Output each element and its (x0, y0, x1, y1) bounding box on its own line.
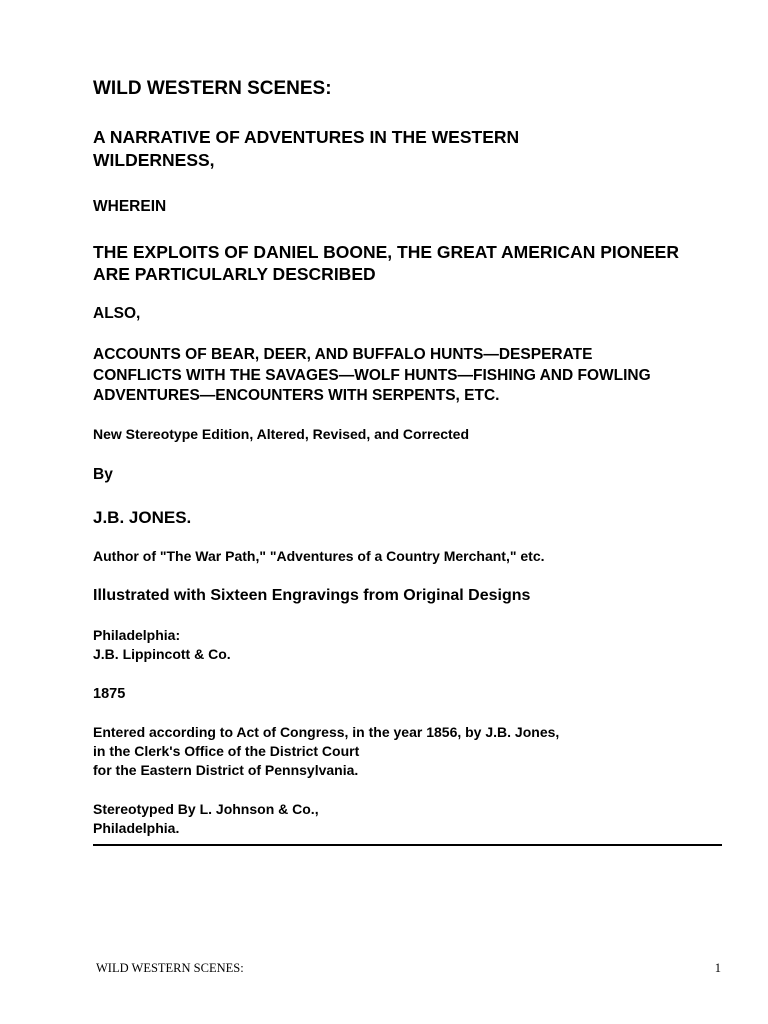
book-title: WILD WESTERN SCENES: (93, 78, 332, 99)
by-text: By (93, 466, 113, 483)
wherein-text: WHEREIN (93, 198, 167, 215)
exploits-line-2: ARE PARTICULARLY DESCRIBED (93, 264, 376, 284)
copyright-line-2: in the Clerk's Office of the District Court (93, 743, 360, 759)
illustrated-note: Illustrated with Sixteen Engravings from Original Designs (93, 587, 531, 604)
author-name: J.B. JONES. (93, 508, 192, 527)
accounts-line-2: CONFLICTS WITH THE SAVAGES—WOLF HUNTS—FISHING AND FOWLING (93, 367, 651, 384)
accounts-line-1: ACCOUNTS OF BEAR, DEER, AND BUFFALO HUNTS—DESPERATE (93, 346, 593, 363)
publisher-name: J.B. Lippincott & Co. (93, 646, 231, 662)
stereotyped-line-1: Stereotyped By L. Johnson & Co., (93, 801, 319, 817)
copyright-line-3: for the Eastern District of Pennsylvania. (93, 762, 359, 778)
stereotyped-line-2: Philadelphia. (93, 820, 180, 836)
subtitle-line-2: WILDERNESS, (93, 150, 215, 170)
publisher-city: Philadelphia: (93, 627, 181, 643)
publication-year: 1875 (93, 686, 126, 702)
horizontal-rule (93, 844, 722, 846)
exploits-line-1: THE EXPLOITS OF DANIEL BOONE, THE GREAT AMERICAN PIONEER (93, 242, 679, 262)
subtitle-line-1: A NARRATIVE OF ADVENTURES IN THE WESTERN (93, 127, 520, 147)
accounts-line-3: ADVENTURES—ENCOUNTERS WITH SERPENTS, ETC. (93, 387, 500, 404)
author-works: Author of "The War Path," "Adventures of a Country Merchant," etc. (93, 548, 545, 564)
edition-note: New Stereotype Edition, Altered, Revised, and Corrected (93, 426, 470, 442)
also-text: ALSO, (93, 305, 141, 322)
footer-running-title: WILD WESTERN SCENES: (96, 961, 244, 975)
copyright-line-1: Entered according to Act of Congress, in the year 1856, by J.B. Jones, (93, 724, 560, 740)
footer-page-number: 1 (714, 961, 721, 975)
